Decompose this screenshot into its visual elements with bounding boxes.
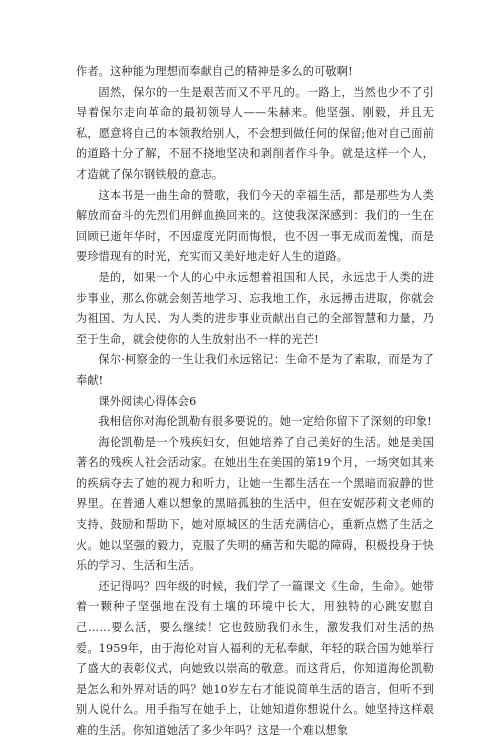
- paragraph-0: 作者。这种能为理想而奉献自己的精神是多么的可敬啊!: [76, 65, 353, 78]
- paragraph-1: 固然，保尔的一生是艰苦而又不平凡的。一路上，当然也少不了引导着保尔走向革命的最初领导人——朱赫来。他坚强、刚毅，并且无私，愿意将自己的本领教给别人，不会想到做任何的保留;他对自己面前的道路十分了解，不屈不挠地坚决和剥削者作斗争。就是这样一个人，才造就了保尔钢铁般的意志。: [76, 85, 434, 181]
- paragraph-8: 还记得吗？四年级的时候，我们学了一篇课文《生命，生命》。她带着一颗种子坚强地在没有土壤的环境中长大，用独特的心跳安慰自己……要么活，要么继续！它也鼓励我们永生，激发我们对生活的热爱。1959年，由于海伦对盲人福利的无私奉献，年轻的联合国为她举行了盛大的表彰仪式，向她致以崇高的敬意。而这背后，你知道海伦凯勒是怎么和外界对话的吗？她10岁左右才能说简单生活的语言，但听不到别人说什么。用手指写在她手上，让她知道你想说什么。她坚持这样艰难的生活。你知道她活了多少年吗？这是一个难以想象: [76, 579, 434, 737]
- paragraph-6: 我相信你对海伦凯勒有很多要说的。她一定给你留下了深刻的印象!: [98, 415, 432, 429]
- section-heading: 课外阅读心得体会6: [98, 394, 197, 408]
- paragraph-4: 保尔·柯察金的一生让我们永远铭记：生命不是为了索取，而是为了奉献!: [76, 353, 434, 387]
- paragraph-7: 海伦凯勒是一个残疾妇女，但她培养了自己美好的生活。她是美国著名的残疾人社会活动家。在她出生在美国的第19个月，一场突如其来的疾病夺去了她的视力和听力，让她一生都生活在一个黑暗而寂静的世界里。在普通人难以想象的黑暗孤独的生活中，但在安妮莎莉文老师的支持、鼓励和帮助下，她对原城区的生活充满信心，重新点燃了生活之火。她以坚强的毅力，克服了失明的痛苦和失聪的障碍，积极投身于快乐的学习、生活和生活。: [76, 435, 434, 573]
- document-body: [76, 62, 434, 742]
- paragraph-2: 这本书是一曲生命的赞歌，我们今天的幸福生活，都是那些为人类解放而奋斗的先烈们用鲜血换回来的。这使我深深感到：我们的一生在回顾已逝年华时，不因虚度光阴而悔恨，也不因一事无成而羞愧，而是要珍惜现有的时光，充实而又美好地走好人生的道路。: [76, 188, 434, 264]
- paragraph-3: 是的，如果一个人的心中永远想着祖国和人民，永远忠于人类的进步事业，那么你就会刻苦地学习、忘我地工作，永远搏击进取，你就会为祖国、为人民、为人类的进步事业贡献出自己的全部智慧和力量，乃至于生命，就会使你的人生放射出不一样的光芒!: [76, 270, 434, 346]
